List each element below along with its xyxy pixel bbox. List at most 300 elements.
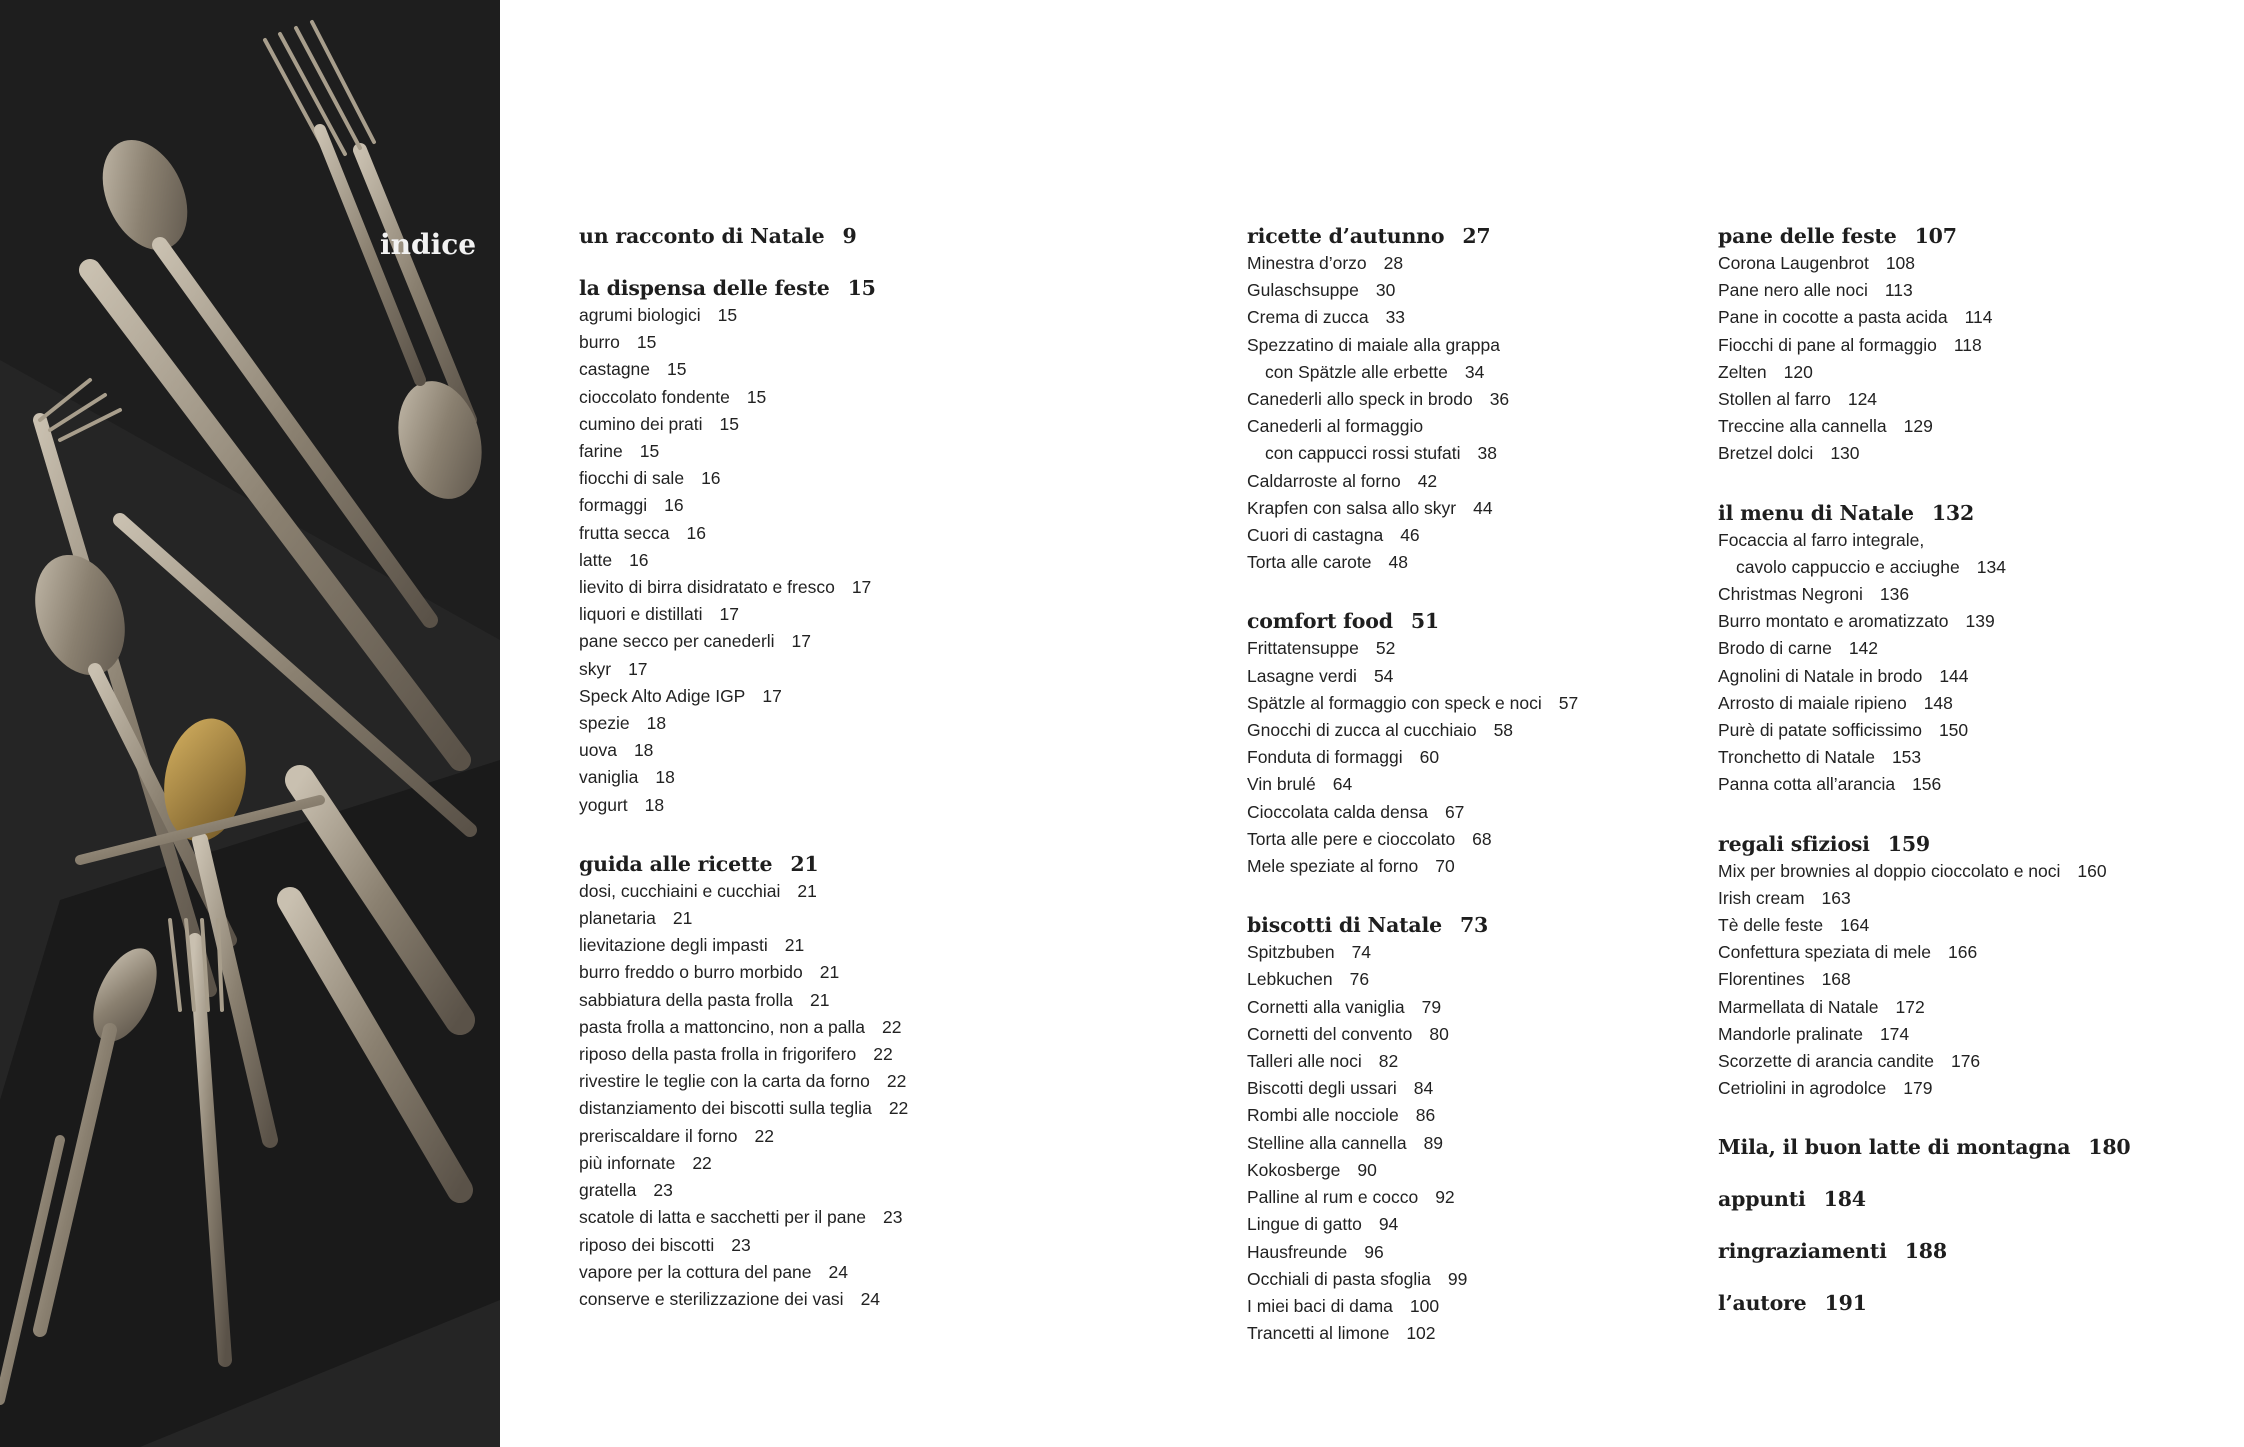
entry-page-number: 120 [1783, 361, 1813, 382]
entry-page-number: 15 [717, 305, 738, 325]
entry-title: Irish cream [1718, 887, 1805, 908]
section-heading [1718, 1237, 2238, 1265]
entry-page-number: 24 [828, 1261, 848, 1282]
toc-entry [1247, 744, 1707, 771]
toc-entry [579, 438, 1219, 465]
toc-section [579, 222, 1219, 250]
toc-entry [1718, 332, 2238, 359]
entry-page-number: 16 [629, 549, 649, 570]
section-page-number: 9 [842, 224, 857, 248]
toc-entry [579, 1095, 1219, 1122]
toc-section [1718, 499, 2238, 799]
toc-entry [1718, 359, 2238, 386]
entry-title: dosi, cucchiaini e cucchiai [579, 880, 781, 901]
entry-page-number: 15 [746, 386, 767, 407]
section-heading [579, 850, 1219, 878]
entry-page-number: 113 [1884, 280, 1913, 301]
entry-title: cavolo cappuccio e acciughe [1736, 556, 1960, 577]
entry-title: Mele speziate al forno [1247, 856, 1419, 877]
toc-entry [1247, 1184, 1707, 1211]
toc-entry [1247, 359, 1707, 386]
entry-title: I miei baci di dama [1247, 1295, 1393, 1316]
entry-page-number: 82 [1378, 1051, 1399, 1072]
entry-page-number: 92 [1435, 1187, 1455, 1208]
entry-title: rivestire le teglie con la carta da forno [579, 1071, 870, 1092]
entry-title: Focaccia al farro integrale, [1718, 529, 1925, 550]
toc-entry [579, 601, 1219, 628]
entry-page-number: 36 [1489, 389, 1510, 410]
entry-title: Cetriolini in agrodolce [1718, 1078, 1887, 1099]
entry-title: Zelten [1718, 361, 1767, 382]
section-heading [1718, 830, 2238, 858]
section-page-number: 73 [1459, 913, 1489, 938]
toc-section [1718, 1237, 2238, 1265]
entry-page-number: 22 [882, 1016, 902, 1037]
entry-list [1247, 635, 1707, 880]
entry-title: Kokosberge [1247, 1159, 1341, 1180]
toc-entry [579, 302, 1219, 329]
toc-entry [579, 959, 1219, 986]
section-page-number: 132 [1931, 500, 1975, 525]
entry-title: Gulaschsuppe [1247, 280, 1359, 301]
section-heading [579, 274, 1219, 302]
toc-entry [1247, 440, 1707, 467]
entry-title: farine [579, 441, 623, 462]
entry-page-number: 79 [1421, 996, 1442, 1017]
entry-page-number: 89 [1423, 1132, 1444, 1153]
entry-page-number: 172 [1895, 996, 1925, 1017]
entry-page-number: 74 [1351, 942, 1372, 963]
toc-entry [1247, 1239, 1707, 1266]
section-page-number: 180 [2088, 1135, 2131, 1160]
entry-page-number: 21 [810, 989, 830, 1010]
entry-title: Stollen al farro [1718, 389, 1831, 410]
entry-title: Stelline alla cannella [1247, 1132, 1407, 1153]
entry-page-number: 124 [1847, 389, 1878, 410]
entry-page-number: 28 [1383, 253, 1404, 273]
entry-title: Agnolini di Natale in brodo [1718, 665, 1923, 686]
entry-page-number: 99 [1447, 1268, 1468, 1289]
entry-title: Talleri alle noci [1247, 1051, 1362, 1072]
toc-entry [1247, 966, 1707, 993]
entry-title: Fiocchi di pane al formaggio [1718, 334, 1937, 355]
entry-title: Occhiali di pasta sfoglia [1247, 1268, 1431, 1289]
section-heading [1718, 499, 2238, 527]
toc-entry [1718, 527, 2238, 554]
cutlery-illustration [0, 0, 500, 1447]
entry-title: Burro montato e aromatizzato [1718, 611, 1949, 632]
entry-page-number: 108 [1885, 253, 1916, 273]
toc-entry [579, 987, 1219, 1014]
entry-page-number: 114 [1964, 307, 1993, 328]
toc-entry [1247, 1157, 1707, 1184]
entry-page-number: 58 [1493, 720, 1514, 741]
toc-entry [1247, 690, 1707, 717]
toc-section [1247, 607, 1707, 880]
toc-entry [1247, 304, 1707, 331]
entry-page-number: 52 [1375, 638, 1396, 659]
entry-title: Mix per brownies al doppio cioccolato e noci [1718, 860, 2061, 881]
entry-title: riposo della pasta frolla in frigorifero [579, 1044, 857, 1065]
entry-title: Gnocchi di zucca al cucchiaio [1247, 720, 1477, 741]
toc-entry [1247, 717, 1707, 744]
toc-entry [1247, 386, 1707, 413]
toc-entry [1718, 581, 2238, 608]
toc-entry [579, 547, 1219, 574]
toc-entry [1718, 885, 2238, 912]
entry-title: con cappucci rossi stufati [1265, 443, 1461, 464]
toc-entry [579, 1150, 1219, 1177]
entry-title: Tronchetto di Natale [1718, 747, 1875, 768]
entry-title: Confettura speziata di mele [1718, 942, 1932, 963]
entry-page-number: 142 [1848, 638, 1879, 659]
toc-entry [579, 520, 1219, 547]
section-page-number: 159 [1887, 831, 1930, 856]
entry-title: yogurt [579, 794, 628, 815]
toc-entry [1718, 744, 2238, 771]
entry-title: skyr [579, 658, 612, 679]
entry-title: Minestra d’orzo [1247, 253, 1367, 273]
entry-page-number: 68 [1472, 828, 1492, 849]
entry-title: Cornetti del convento [1247, 1023, 1413, 1044]
toc-entry [1247, 495, 1707, 522]
entry-title: formaggi [579, 495, 648, 516]
section-heading [1247, 607, 1707, 635]
toc-entry [579, 1204, 1219, 1231]
entry-title: Florentines [1718, 969, 1805, 990]
toc-section [1718, 222, 2238, 468]
entry-page-number: 102 [1406, 1323, 1436, 1344]
section-page-number: 27 [1462, 224, 1491, 248]
entry-page-number: 54 [1373, 665, 1394, 686]
entry-page-number: 176 [1950, 1051, 1981, 1072]
entry-list [579, 302, 1219, 819]
entry-title: Spitzbuben [1247, 942, 1335, 963]
entry-list [579, 878, 1219, 1313]
toc-entry [579, 384, 1219, 411]
toc-section [1247, 222, 1707, 576]
toc-entry [1247, 826, 1707, 853]
entry-title: riposo dei biscotti [579, 1234, 715, 1255]
entry-page-number: 15 [639, 441, 660, 462]
toc-entry [1247, 1021, 1707, 1048]
entry-title: Purè di patate sofficissimo [1718, 720, 1922, 741]
entry-title: Vin brulé [1247, 774, 1316, 795]
entry-page-number: 17 [719, 604, 739, 625]
toc-entry [1247, 1211, 1707, 1238]
section-page-number: 15 [847, 276, 876, 300]
entry-title: spezie [579, 713, 630, 734]
toc-entry [1247, 468, 1707, 495]
toc-entry [1718, 1021, 2238, 1048]
toc-entry [579, 656, 1219, 683]
toc-entry [579, 465, 1219, 492]
toc-entry [1247, 1266, 1707, 1293]
entry-page-number: 15 [667, 359, 687, 380]
section-page-number: 191 [1824, 1291, 1867, 1316]
entry-page-number: 86 [1415, 1105, 1436, 1126]
entry-list [1718, 858, 2238, 1103]
toc-entry [1718, 413, 2238, 440]
entry-page-number: 17 [762, 685, 782, 706]
entry-page-number: 18 [644, 794, 665, 815]
entry-title: liquori e distillati [579, 604, 703, 625]
entry-page-number: 144 [1939, 665, 1969, 686]
toc-section [1247, 911, 1707, 1347]
toc-entry [579, 710, 1219, 737]
entry-page-number: 15 [719, 413, 740, 434]
entry-title: Brodo di carne [1718, 638, 1832, 659]
entry-title: vapore per la cottura del pane [579, 1261, 812, 1282]
toc-entry [1247, 771, 1707, 798]
entry-title: Frittatensuppe [1247, 638, 1359, 659]
toc-entry [1718, 635, 2238, 662]
entry-title: Bretzel dolci [1718, 443, 1814, 464]
entry-page-number: 153 [1891, 747, 1922, 768]
toc-entry [1247, 994, 1707, 1021]
toc-entry [1718, 912, 2238, 939]
entry-title: cumino dei prati [579, 413, 703, 434]
entry-title: Lebkuchen [1247, 969, 1333, 990]
toc-entry [1718, 771, 2238, 798]
toc-section [1718, 1133, 2238, 1161]
entry-title: Speck Alto Adige IGP [579, 685, 746, 706]
section-title: un racconto di Natale [579, 224, 825, 248]
entry-page-number: 16 [664, 495, 684, 516]
entry-title: uova [579, 740, 617, 761]
toc-entry [1718, 939, 2238, 966]
toc-entry [579, 905, 1219, 932]
section-title: regali sfiziosi [1718, 831, 1870, 856]
entry-page-number: 23 [653, 1180, 673, 1201]
entry-list [1718, 527, 2238, 799]
toc-entry [579, 683, 1219, 710]
toc-entry [1247, 799, 1707, 826]
toc-entry [1247, 332, 1707, 359]
entry-page-number: 42 [1417, 470, 1438, 491]
entry-page-number: 46 [1400, 525, 1420, 546]
toc-entry [1718, 1075, 2238, 1102]
entry-page-number: 22 [873, 1044, 893, 1065]
entry-title: castagne [579, 359, 651, 380]
toc-section [579, 850, 1219, 1313]
toc-entry [579, 1177, 1219, 1204]
toc-entry [1247, 413, 1707, 440]
entry-title: Cioccolata calda densa [1247, 801, 1428, 822]
toc-entry [579, 1041, 1219, 1068]
toc-section [1718, 830, 2238, 1103]
toc-entry [1718, 966, 2238, 993]
toc-column-2 [1247, 222, 1707, 1378]
section-title: comfort food [1247, 609, 1393, 634]
toc-entry [1247, 1102, 1707, 1129]
toc-entry [1718, 663, 2238, 690]
entry-title: Krapfen con salsa allo skyr [1247, 497, 1457, 518]
section-title: guida alle ricette [579, 851, 773, 876]
section-title: la dispensa delle feste [579, 276, 830, 300]
section-page-number: 21 [790, 851, 819, 876]
entry-title: Trancetti al limone [1247, 1323, 1390, 1344]
entry-page-number: 23 [731, 1234, 751, 1255]
entry-page-number: 160 [2077, 860, 2107, 881]
entry-page-number: 18 [633, 740, 654, 761]
toc-entry [1247, 250, 1707, 277]
entry-page-number: 179 [1903, 1078, 1933, 1099]
entry-page-number: 148 [1923, 692, 1953, 713]
toc-section [579, 274, 1219, 819]
entry-page-number: 22 [754, 1125, 775, 1146]
entry-title: Arrosto di maiale ripieno [1718, 692, 1907, 713]
toc-entry [1247, 1320, 1707, 1347]
section-heading [1247, 222, 1707, 250]
entry-title: Cuori di castagna [1247, 525, 1384, 546]
entry-title: fiocchi di sale [579, 468, 685, 489]
section-title: ricette d’autunno [1247, 224, 1445, 248]
toc-entry [579, 792, 1219, 819]
section-title: Mila, il buon latte di montagna [1718, 1135, 2071, 1160]
toc-entry [579, 878, 1219, 905]
entry-title: Cornetti alla vaniglia [1247, 996, 1405, 1017]
section-heading [1718, 222, 2238, 250]
entry-title: Corona Laugenbrot [1718, 253, 1869, 273]
toc-entry [1247, 549, 1707, 576]
entry-page-number: 57 [1558, 692, 1579, 713]
entry-page-number: 34 [1464, 361, 1485, 382]
entry-title: Pane nero alle noci [1718, 280, 1868, 301]
entry-title: conserve e sterilizzazione dei vasi [579, 1288, 844, 1309]
toc-column-3 [1718, 222, 2238, 1341]
toc-entry [579, 329, 1219, 356]
toc-entry [1247, 1075, 1707, 1102]
toc-entry [579, 1286, 1219, 1313]
entry-page-number: 16 [701, 468, 721, 489]
section-title: biscotti di Natale [1247, 913, 1442, 938]
entry-page-number: 90 [1357, 1159, 1377, 1180]
toc-column-1 [579, 222, 1219, 1344]
toc-entry [579, 737, 1219, 764]
entry-page-number: 166 [1948, 942, 1978, 963]
toc-entry [1247, 663, 1707, 690]
entry-title: Palline al rum e cocco [1247, 1187, 1419, 1208]
entry-title: Spezzatino di maiale alla grappa [1247, 334, 1500, 355]
toc-entry [579, 1123, 1219, 1150]
section-title: il menu di Natale [1718, 500, 1914, 525]
section-heading [1718, 1185, 2238, 1213]
entry-page-number: 21 [672, 908, 693, 929]
toc-entry [1247, 853, 1707, 880]
page-title: indice [380, 228, 477, 261]
entry-page-number: 129 [1903, 416, 1933, 437]
section-page-number: 184 [1823, 1187, 1866, 1212]
toc-section [1718, 1185, 2238, 1213]
entry-title: burro [579, 332, 620, 353]
entry-title: Canederli al formaggio [1247, 416, 1424, 437]
toc-entry [1718, 277, 2238, 304]
entry-page-number: 24 [860, 1288, 881, 1309]
cutlery-photo [0, 0, 500, 1447]
entry-title: Mandorle pralinate [1718, 1023, 1863, 1044]
entry-title: pasta frolla a mattoncino, non a palla [579, 1016, 866, 1037]
toc-entry [579, 764, 1219, 791]
toc-entry [1718, 386, 2238, 413]
section-title: appunti [1718, 1187, 1806, 1212]
section-page-number: 188 [1904, 1239, 1947, 1264]
section-heading [579, 222, 1219, 250]
toc-section [1718, 1289, 2238, 1317]
entry-page-number: 38 [1477, 443, 1497, 464]
toc-entry [1718, 994, 2238, 1021]
entry-page-number: 60 [1419, 747, 1440, 768]
section-heading [1718, 1133, 2238, 1161]
entry-title: scatole di latta e sacchetti per il pane [579, 1207, 866, 1228]
entry-list [1718, 250, 2238, 468]
entry-title: cioccolato fondente [579, 386, 730, 407]
entry-page-number: 156 [1912, 774, 1942, 795]
entry-title: Caldarroste al forno [1247, 470, 1401, 491]
toc-entry [1247, 1130, 1707, 1157]
entry-title: lievitazione degli impasti [579, 935, 768, 956]
entry-page-number: 17 [628, 658, 648, 679]
entry-title: latte [579, 549, 613, 570]
toc-entry [579, 574, 1219, 601]
toc-entry [579, 628, 1219, 655]
toc-entry [579, 492, 1219, 519]
toc-entry [579, 1259, 1219, 1286]
entry-list [1247, 939, 1707, 1347]
entry-page-number: 21 [797, 880, 817, 901]
entry-page-number: 174 [1879, 1023, 1910, 1044]
entry-title: Biscotti degli ussari [1247, 1078, 1397, 1099]
entry-page-number: 84 [1413, 1078, 1434, 1099]
entry-title: lievito di birra disidratato e fresco [579, 577, 835, 598]
toc-entry [579, 411, 1219, 438]
toc-entry [1247, 1293, 1707, 1320]
toc-entry [1718, 440, 2238, 467]
entry-title: Hausfreunde [1247, 1241, 1348, 1262]
entry-page-number: 17 [851, 577, 872, 598]
entry-page-number: 80 [1429, 1023, 1449, 1044]
section-title: ringraziamenti [1718, 1239, 1887, 1264]
entry-page-number: 18 [655, 767, 675, 788]
entry-page-number: 94 [1378, 1214, 1399, 1235]
entry-title: Christmas Negroni [1718, 584, 1863, 605]
section-heading [1247, 911, 1707, 939]
section-page-number: 51 [1410, 609, 1439, 634]
entry-title: sabbiatura della pasta frolla [579, 989, 794, 1010]
entry-title: Rombi alle nocciole [1247, 1105, 1399, 1126]
entry-page-number: 18 [646, 713, 667, 734]
entry-list [1247, 250, 1707, 576]
entry-title: Lasagne verdi [1247, 665, 1357, 686]
entry-title: con Spätzle alle erbette [1265, 361, 1448, 382]
toc-entry [1247, 635, 1707, 662]
entry-title: gratella [579, 1180, 637, 1201]
entry-page-number: 150 [1938, 720, 1969, 741]
entry-page-number: 22 [888, 1098, 909, 1119]
entry-title: Treccine alla cannella [1718, 416, 1887, 437]
toc-entry [1718, 717, 2238, 744]
section-title: l’autore [1718, 1291, 1807, 1316]
entry-page-number: 23 [882, 1207, 903, 1228]
entry-title: Crema di zucca [1247, 307, 1369, 328]
entry-page-number: 139 [1965, 611, 1995, 632]
toc-entry [1718, 250, 2238, 277]
entry-page-number: 44 [1473, 497, 1493, 518]
section-title: pane delle feste [1718, 224, 1897, 248]
entry-page-number: 100 [1409, 1295, 1440, 1316]
toc-entry [579, 1232, 1219, 1259]
entry-page-number: 118 [1953, 334, 1982, 355]
